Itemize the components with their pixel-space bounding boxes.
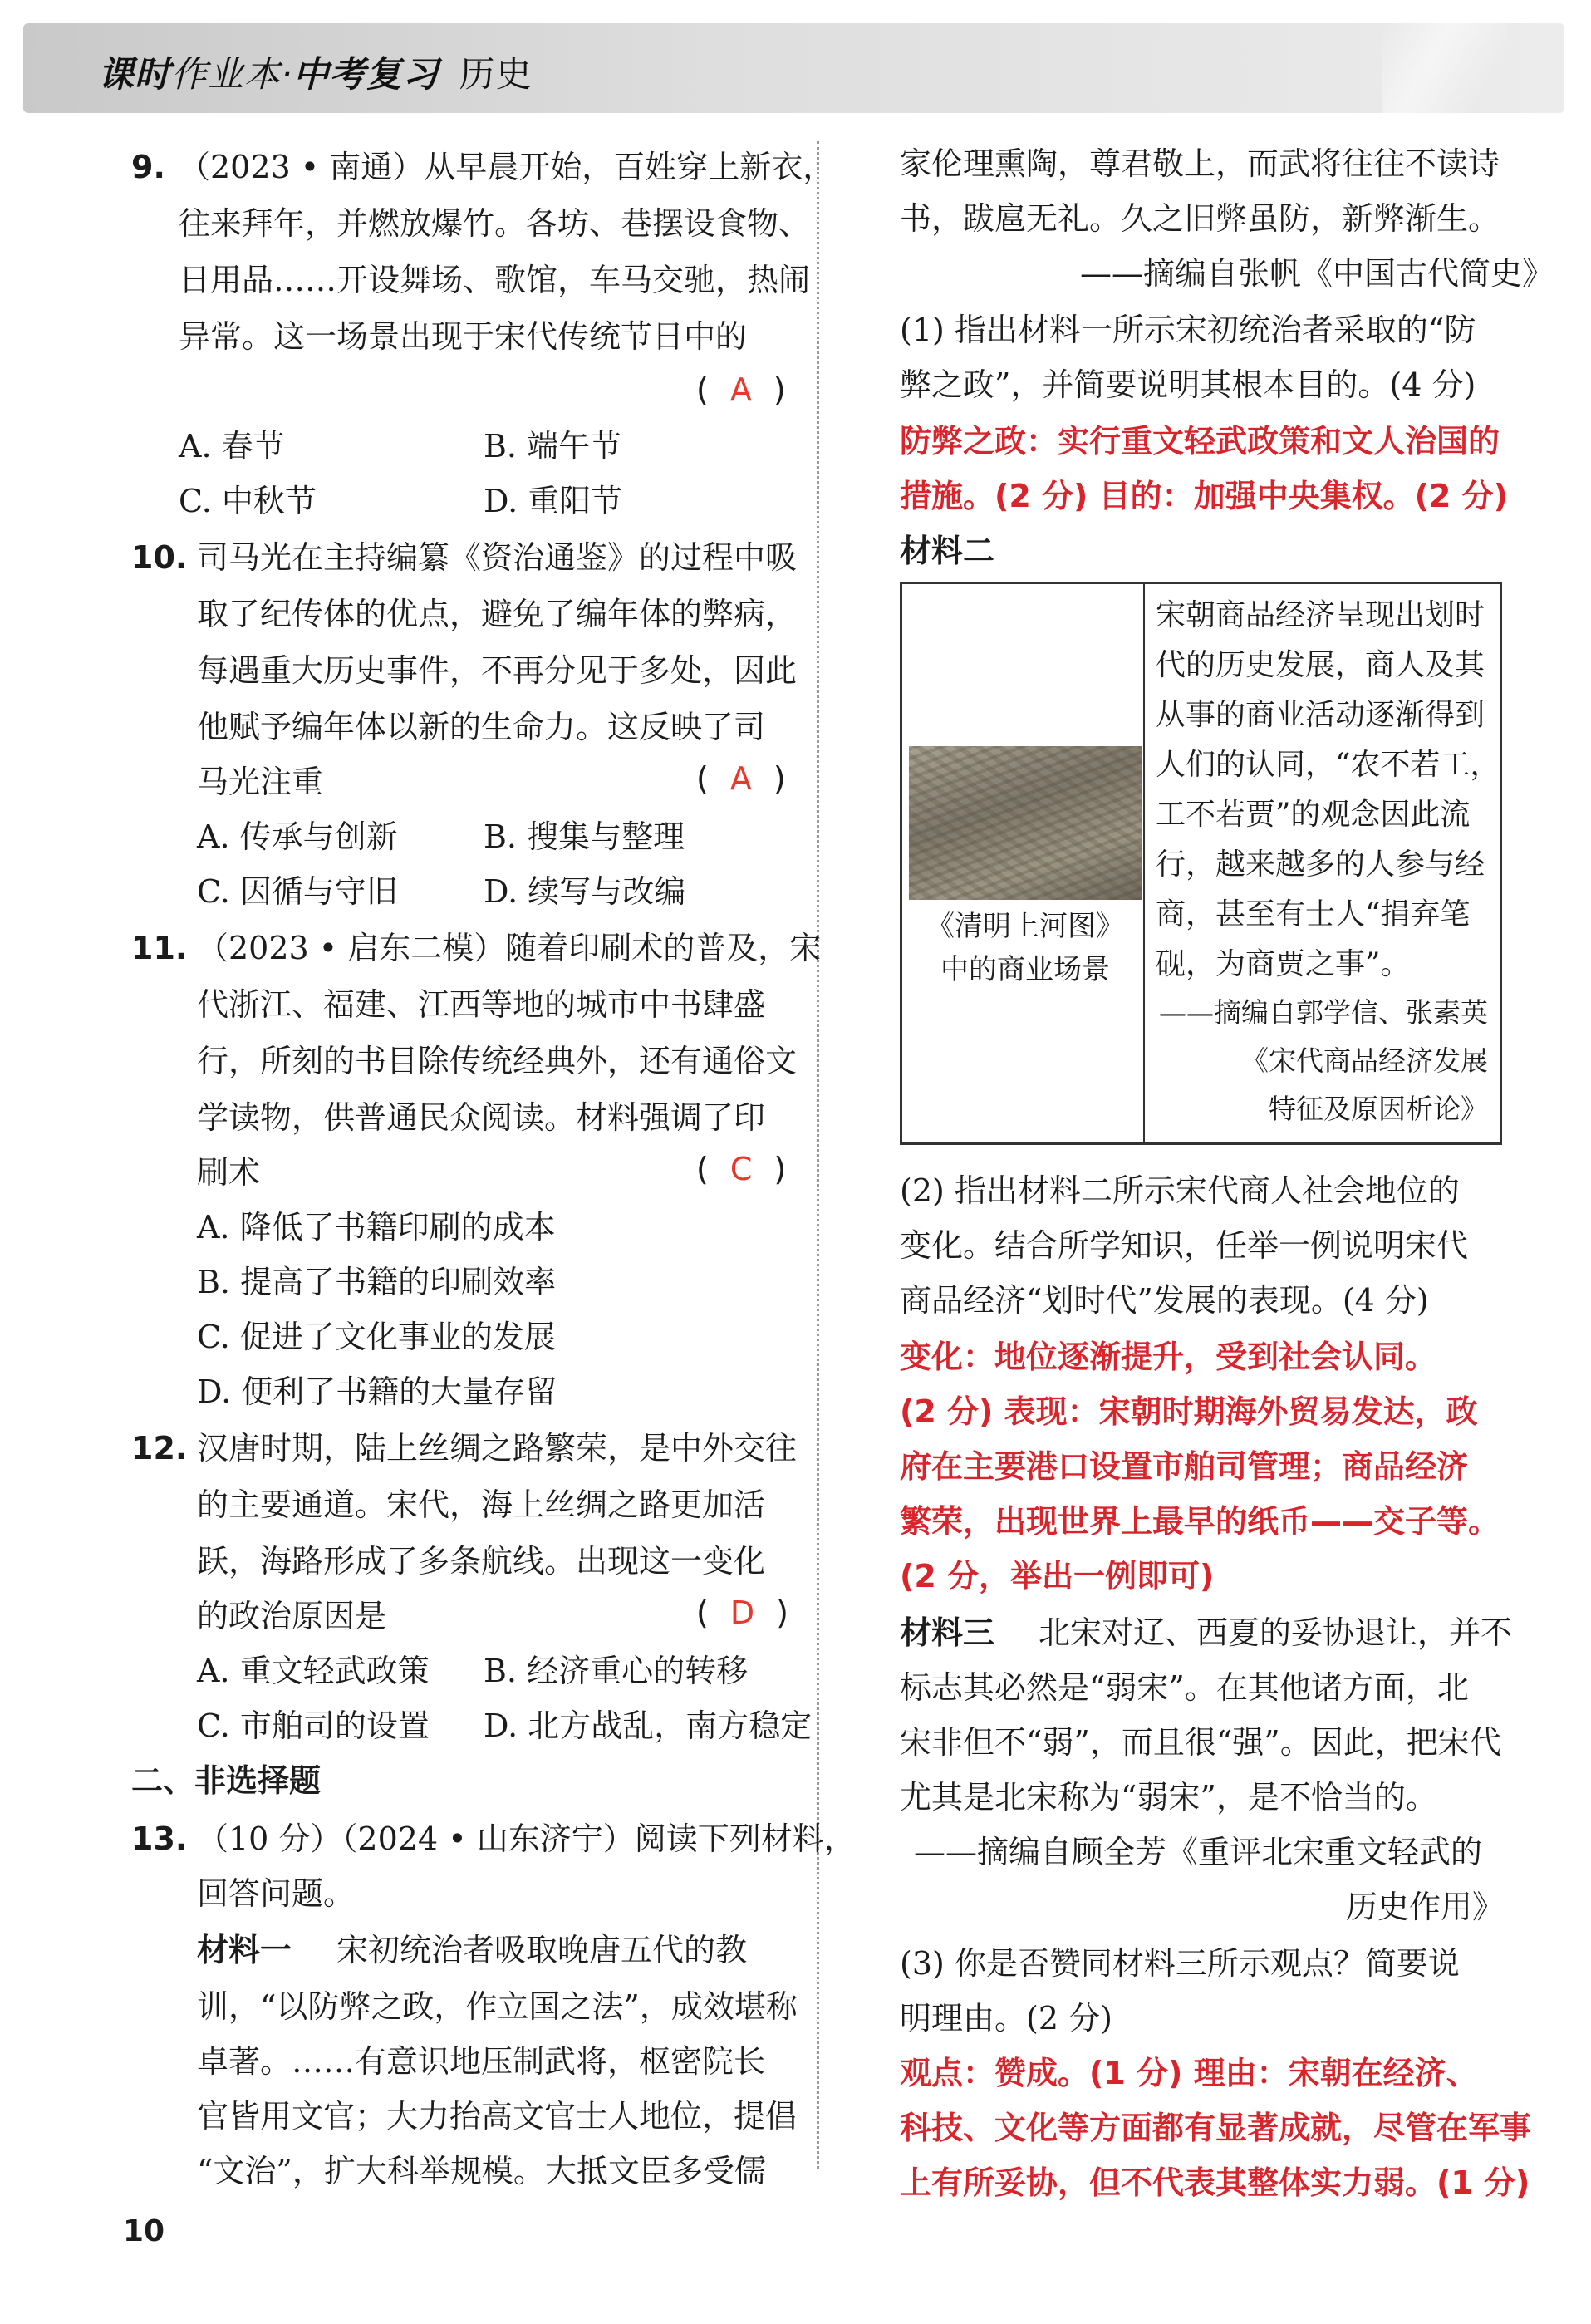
q10-option-c: C. 因循与守旧 — [197, 873, 398, 910]
q10-option-a: A. 传承与创新 — [197, 818, 398, 855]
q9-option-d: D. 重阳节 — [484, 483, 623, 519]
q11-answer: ( C ) — [696, 1151, 787, 1187]
material-2-label: 材料二 — [900, 533, 995, 569]
material-3-line: 尤其是北宋称为“弱宋”，是不恰当的。 — [900, 1779, 1437, 1815]
sub2-question: 商品经济“划时代”发展的表现。(4 分) — [900, 1282, 1429, 1319]
sub3-question: 明理由。(2 分) — [900, 2000, 1112, 2037]
material-1-line: 书，跋扈无礼。久之旧弊虽防，新弊渐生。 — [900, 200, 1500, 237]
q9-line: （2023 • 南通）从早晨开始，百姓穿上新衣， — [179, 149, 835, 185]
material-3-source: ——摘编自顾全芳《重评北宋重文轻武的 — [914, 1834, 1483, 1870]
q10-line: 每遇重大历史事件，不再分见于多处，因此 — [197, 652, 798, 689]
subject-label: 历史 — [459, 54, 533, 96]
material-1-line: 卓著。……有意识地压制武将，枢密院长 — [197, 2043, 766, 2080]
column-divider — [817, 141, 819, 2169]
material-3-line: 北宋对辽、西夏的妥协退让，并不 — [1039, 1614, 1513, 1651]
sub3-answer: 上有所妥协，但不代表其整体实力弱。(1 分) — [900, 2164, 1530, 2201]
material-1-line: 宋初统治者吸取晚唐五代的教 — [336, 1932, 748, 1968]
material-3-source: 历史作用》 — [1346, 1889, 1505, 1925]
q12-option-b: B. 经济重心的转移 — [484, 1653, 749, 1689]
box-divider — [1143, 584, 1145, 1142]
sub2-question: (2) 指出材料二所示宋代商人社会地位的 — [900, 1172, 1460, 1209]
q11-option-b: B. 提高了书籍的印刷效率 — [197, 1264, 557, 1300]
q9-answer: ( A ) — [696, 371, 786, 408]
q10-number: 10. — [131, 539, 188, 576]
header-decoration — [1382, 23, 1506, 113]
page-number: 10 — [123, 2214, 165, 2248]
q11-option-c: C. 促进了文化事业的发展 — [197, 1319, 556, 1355]
book-title — [98, 47, 533, 97]
material-2-source: ——摘编自郭学信、张素英 — [1159, 996, 1488, 1029]
sub1-answer: 防弊之政：实行重文轻武政策和文人治国的 — [900, 423, 1500, 459]
q12-option-d: D. 北方战乱，南方稳定 — [484, 1707, 813, 1744]
sub1-question: (1) 指出材料一所示宋初统治者采取的“防 — [900, 312, 1476, 348]
sub1-question: 弊之政”，并简要说明其根本目的。(4 分) — [900, 366, 1476, 403]
sub2-answer: (2 分) 表现：宋朝时期海外贸易发达，政 — [900, 1393, 1478, 1430]
q12-line: 汉唐时期，陆上丝绸之路繁荣，是中外交往 — [197, 1430, 798, 1467]
material-2-box — [900, 582, 1502, 1145]
q9-line: 日用品……开设舞场、歌馆，车马交驰，热闹 — [179, 262, 811, 298]
q11-option-d: D. 便利了书籍的大量存留 — [197, 1373, 557, 1410]
painting-caption: 《清明上河图》 — [926, 910, 1124, 943]
material-2-line: 宋朝商品经济呈现出划时 — [1156, 598, 1485, 632]
material-2-line: 代的历史发展，商人及其 — [1156, 648, 1485, 682]
material-1-source: ——摘编自张帆《中国古代简史》 — [1080, 255, 1554, 292]
material-2-line: 商，甚至有士人“捐弃笔 — [1156, 897, 1471, 931]
material-1-line: 训，“以防弊之政，作立国之法”，成效堪称 — [197, 1988, 798, 2025]
q13-number: 13. — [131, 1820, 188, 1857]
material-1-line: “文治”，扩大科举规模。大抵文臣多受儒 — [197, 2153, 766, 2189]
sub2-answer: 繁荣，出现世界上最早的纸币——交子等。 — [900, 1503, 1500, 1540]
section-title: 二、非选择题 — [131, 1762, 322, 1799]
brand-c: 中考复习 — [292, 54, 439, 96]
material-2-line: 从事的商业活动逐渐得到 — [1156, 698, 1485, 732]
sub2-answer: 府在主要港口设置市舶司管理；商品经济 — [900, 1448, 1469, 1485]
q11-line: 刷术 — [197, 1154, 261, 1191]
brand-b: 作业本 — [171, 54, 281, 96]
q10-line: 马光注重 — [197, 764, 324, 800]
q12-number: 12. — [131, 1430, 188, 1467]
q9-number: 9. — [131, 149, 165, 185]
material-3-line: 宋非但不“弱”，而且很“强”。因此，把宋代 — [900, 1724, 1501, 1761]
qingming-painting-image — [909, 746, 1142, 900]
q12-option-c: C. 市舶司的设置 — [197, 1707, 430, 1744]
sub3-question: (3) 你是否赞同材料三所示观点？简要说 — [900, 1945, 1460, 1982]
q12-line: 的政治原因是 — [197, 1598, 387, 1634]
page-header — [23, 23, 1564, 113]
q10-line: 取了纪传体的优点，避免了编年体的弊病， — [197, 596, 798, 632]
q9-option-c: C. 中秋节 — [179, 483, 317, 519]
q11-line: （2023 • 启东二模）随着印刷术的普及，宋 — [197, 930, 822, 966]
material-1-line: 官皆用文官；大力抬高文官士人地位，提倡 — [197, 2098, 798, 2135]
q12-line: 跃，海路形成了多条航线。出现这一变化 — [197, 1543, 766, 1580]
sub3-answer: 科技、文化等方面都有显著成就，尽管在军事 — [900, 2110, 1532, 2146]
q9-option-a: A. 春节 — [179, 428, 285, 464]
q13-line: （10 分）（2024 • 山东济宁）阅读下列材料， — [197, 1820, 856, 1857]
q9-line: 往来拜年，并燃放爆竹。各坊、巷摆设食物、 — [179, 205, 811, 242]
material-3-label: 材料三 — [900, 1614, 995, 1651]
material-2-line: 行，越来越多的人参与经 — [1156, 848, 1485, 882]
q11-line: 学读物，供普通民众阅读。材料强调了印 — [197, 1099, 766, 1136]
q11-option-a: A. 降低了书籍印刷的成本 — [197, 1209, 556, 1246]
q10-line: 司马光在主持编纂《资治通鉴》的过程中吸 — [197, 539, 798, 576]
q11-number: 11. — [131, 930, 188, 966]
q9-line: 异常。这一场景出现于宋代传统节日中的 — [179, 318, 748, 355]
painting-caption: 中的商业场景 — [940, 953, 1110, 986]
sub1-answer: 措施。(2 分) 目的：加强中央集权。(2 分) — [900, 478, 1509, 514]
q12-option-a: A. 重文轻武政策 — [197, 1653, 430, 1689]
sub2-question: 变化。结合所学知识，任举一例说明宋代 — [900, 1227, 1469, 1264]
material-2-source: 《宋代商品经济发展 — [1241, 1044, 1488, 1077]
q12-answer: ( D ) — [696, 1594, 788, 1631]
material-1-label: 材料一 — [197, 1932, 292, 1968]
sub2-answer: (2 分，举出一例即可) — [900, 1558, 1215, 1594]
q10-line: 他赋予编年体以新的生命力。这反映了司 — [197, 709, 766, 745]
material-1-line: 家伦理熏陶，尊君敬上，而武将往往不读诗 — [900, 145, 1500, 182]
material-2-line: 工不若贾”的观念因此流 — [1156, 798, 1471, 832]
q13-line: 回答问题。 — [197, 1875, 356, 1912]
q10-option-b: B. 搜集与整理 — [484, 818, 685, 855]
material-2-line: 砚，为商贾之事”。 — [1156, 947, 1411, 981]
brand-dot: · — [281, 54, 293, 96]
q10-answer: ( A ) — [696, 760, 786, 797]
q10-option-d: D. 续写与改编 — [484, 873, 686, 910]
q11-line: 行，所刻的书目除传统经典外，还有通俗文 — [197, 1043, 798, 1079]
sub2-answer: 变化：地位逐渐提升，受到社会认同。 — [900, 1339, 1437, 1375]
q12-line: 的主要通道。宋代，海上丝绸之路更加活 — [197, 1486, 766, 1523]
material-2-source: 特征及原因析论》 — [1269, 1093, 1488, 1125]
brand-a: 课时 — [98, 54, 171, 96]
q11-line: 代浙江、福建、江西等地的城市中书肆盛 — [197, 986, 766, 1023]
material-2-line: 人们的认同，“农不若工， — [1156, 748, 1500, 782]
material-3-line: 标志其必然是“弱宋”。在其他诸方面，北 — [900, 1669, 1469, 1706]
q9-option-b: B. 端午节 — [484, 428, 622, 464]
sub3-answer: 观点：赞成。(1 分) 理由：宋朝在经济、 — [900, 2055, 1478, 2091]
